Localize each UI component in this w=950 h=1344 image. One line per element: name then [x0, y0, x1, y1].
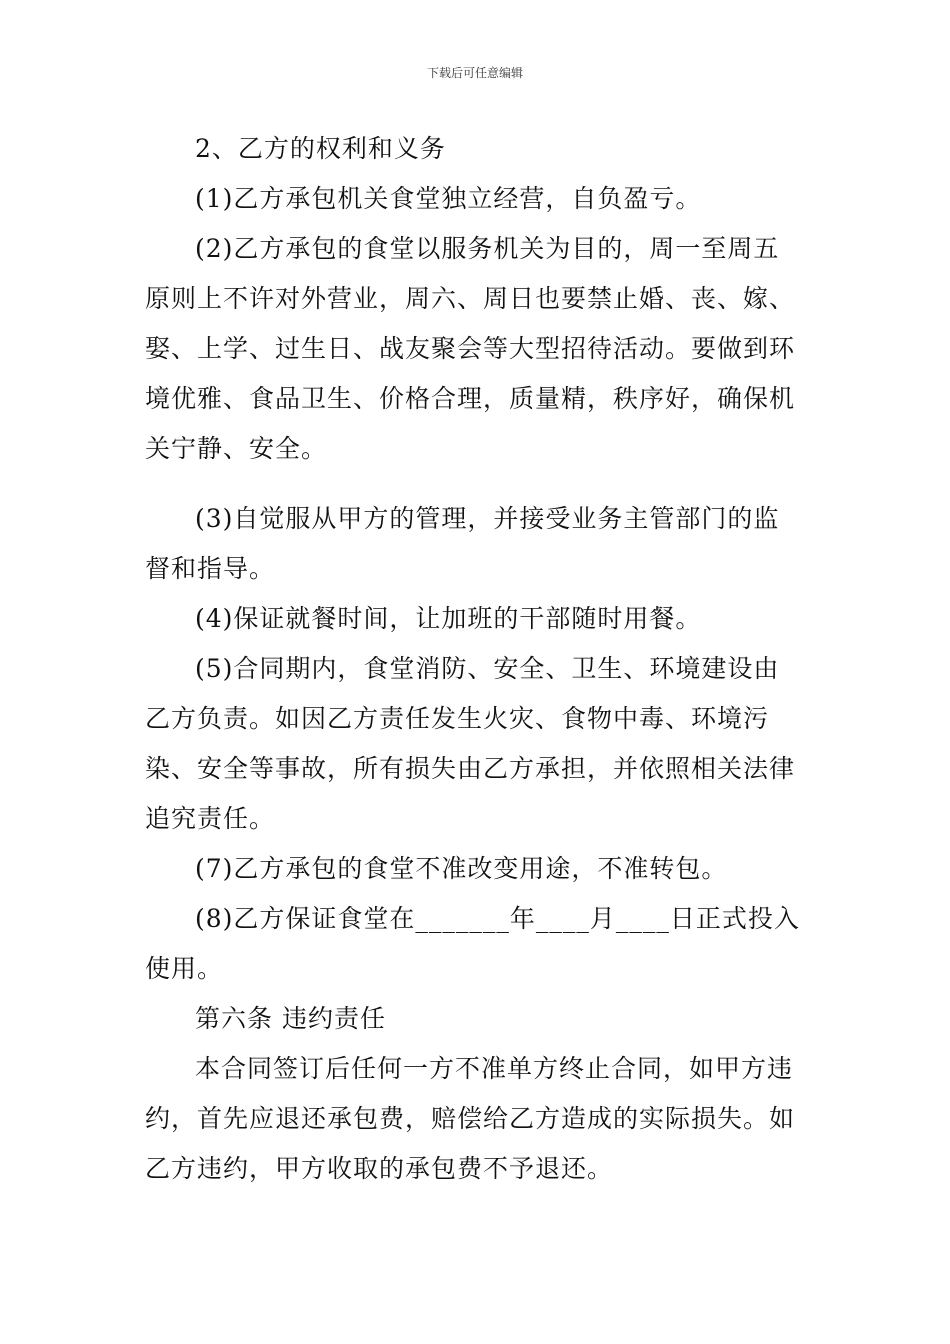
clause-7: (7)乙方承包的食堂不准改变用途，不准转包。 — [195, 854, 728, 883]
clause-3: (3)自觉服从甲方的管理，并接受业务主管部门的监督和指导。 — [145, 504, 780, 583]
section-heading-rights: 2、乙方的权利和义务 — [195, 134, 446, 163]
clause-2: (2)乙方承包的食堂以服务机关为目的，周一至周五原则上不许对外营业，周六、周日也要禁止婚、丧、嫁、娶、上学、过生日、战友聚会等大型招待活动。要做到环境优雅、食品卫生、价格合理，质量精，秩序好，确保机关宁静、安全。 — [145, 234, 796, 463]
document-body — [145, 124, 805, 1194]
clause-5: (5)合同期内，食堂消防、安全、卫生、环境建设由乙方负责。如因乙方责任发生火灾、食物中毒、环境污染、安全等事故，所有损失由乙方承担，并依照相关法律追究责任。 — [145, 654, 796, 833]
breach-paragraph: 本合同签订后任何一方不准单方终止合同，如甲方违约，首先应退还承包费，赔偿给乙方造成的实际损失。如乙方违约，甲方收取的承包费不予退还。 — [145, 1054, 796, 1183]
page-header: 下载后可任意编辑 — [426, 66, 523, 80]
clause-8: (8)乙方保证食堂在_______年____月____日正式投入使用。 — [145, 904, 800, 983]
paragraph-gap — [145, 474, 805, 494]
clause-4: (4)保证就餐时间，让加班的干部随时用餐。 — [195, 604, 702, 633]
clause-1: (1)乙方承包机关食堂独立经营，自负盈亏。 — [195, 184, 702, 213]
article-heading-breach: 第六条 违约责任 — [195, 1004, 386, 1033]
